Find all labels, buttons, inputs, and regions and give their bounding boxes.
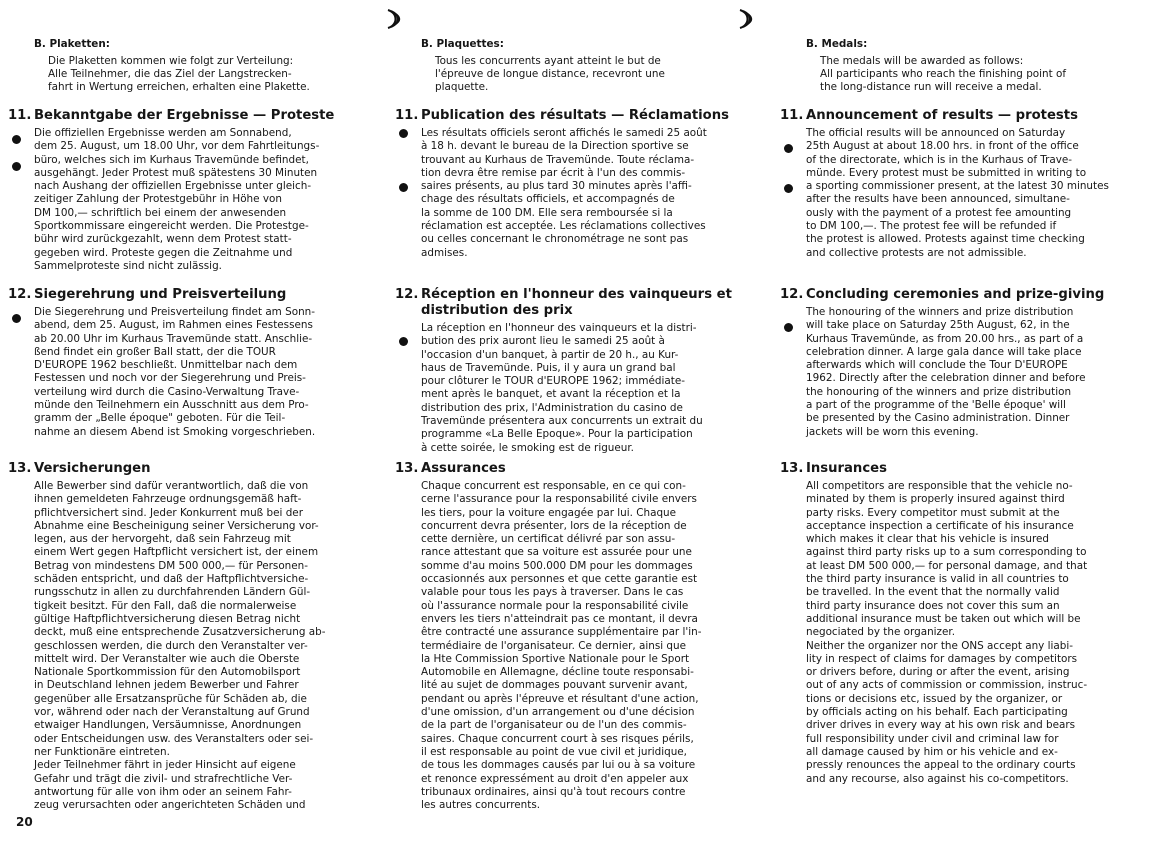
section-text: La réception en l'honneur des vainqueurs et la distri- bution des prix auront lieu le samedi 25 août à l'occasion d'un banquet, à partir de 20 h., au Kur- haus de Travemünde. Puis, il y aura un grand bal pour clôturer le TOUR d'EUROPE 1962; immédiate- ment après le banquet, et avant la réception et la distribution des prix, l'Administration du casino de Travemünde présentera aux concurrents un extrait du programme «La Belle Epoque». Pour la participation à cette soirée, le smoking est de rigueur. xyxy=(421,322,745,455)
section-heading: 11. Publication des résultats — Réclamations xyxy=(395,108,729,123)
plaquettes-text: Tous les concurrents ayant atteint le but de l'épreuve de longue distance, recevront une plaquette. xyxy=(435,54,665,94)
plaketten-heading: B. Plaketten: xyxy=(34,38,110,50)
section-heading: 12. Réception en l'honneur des vainqueurs et distribution des prix xyxy=(395,287,732,318)
section-text: The honouring of the winners and prize distribution will take place on Saturday 25th August, 62, in the Kurhaus Travemünde, as from 20.00 hrs., as part of a celebration dinner. A large gala dance will take place afterwards which will conclude the Tour D'EUROPE 1962. Directly after the celebration dinner and before the honouring of the winners and prize distribution a part of the programme of the 'Belle époque' will be presented by the Casino administration. Dinner jackets will be worn this evening. xyxy=(806,306,1158,439)
bullet-icon xyxy=(784,184,793,193)
section-text: All competitors are responsible that the vehicle no- minated by them is properly insured against third party risks. Every competitor must submit at the acceptance inspection a certificate of his insurance which makes it clear that his vehicle is insured against third party risks up to a sum corresponding to at least DM 500 000,— for personal damage, and that the third party insurance is valid in all countries to be travelled. In the event that the normally valid third party insurance does not cover this sum an additional insurance must be taken out which will be negociated by the organizer. Neither the organizer nor the ONS accept any liabi- lity in respect of claims for damages by competitors or drivers before, during or after the event, arising out of any acts of commission or commission, instruc- tions or decisions etc, issued by the organizer, or by officials acting on his behalf. Each participating driver drives in every way at his own risk and bears full responsibility under civil and criminal law for all damage caused by him or his vehicle and ex- pressly renounces the appeal to the ordinary courts and any recourse, also against his co-competitors. xyxy=(806,480,1088,785)
bullet-icon xyxy=(784,144,793,153)
plaquettes-block xyxy=(421,38,745,94)
plaquettes-heading: B. Plaquettes: xyxy=(421,38,504,50)
section-11-de xyxy=(8,108,376,273)
section-text: Alle Bewerber sind dafür verantwortlich, daß die von ihnen gemeldeten Fahrzeuge ordnungsgemäß haft- pflichtversichert sind. Jeder Konkurrent muß bei der Abnahme eine Bescheinigung seiner Versicherung vor- legen, aus der hervorgeht, daß sein Fahrzeug mit einem Wert gegen Haftpflicht versichert ist, der einem Betrag von mindestens DM 500 000,— für Personen- schäden entspricht, und daß der Haftpflichtversiche- rungsschutz in allen zu durchfahrenden Ländern Gül- tigkeit besitzt. Für den Fall, daß die normalerweise gültige Haftpflichtversicherung diesen Betrag nicht deckt, muß eine entsprechende Zusatzversicherung ab- geschlossen werden, die durch den Veranstalter ver- mittelt wird. Der Veranstalter wie auch die Oberste Nationale Sportkommission für den Automobilsport in Deutschland lehnen jedem Bewerber und Fahrer gegenüber alle Ersatzansprüche für Schäden ab, die vor, während oder nach der Veranstaltung auf Grund etwaiger Handlungen, Versäumnisse, Anordnungen oder Entscheidungen usw. des Veranstalters oder sei- ner Funktionäre eintreten. Jeder Teilnehmer fährt in jeder Hinsicht auf eigene Gefahr und trägt die zivil- und strafrechtliche Ver- antwortung für alle von ihm oder an seinem Fahr- zeug verursachten oder angerichteten Schäden und xyxy=(34,480,326,812)
section-heading: 13. Insurances xyxy=(780,461,887,476)
section-heading: 11. Announcement of results — protests xyxy=(780,108,1078,123)
bullet-icon xyxy=(12,135,21,144)
bullet-icon xyxy=(784,323,793,332)
medals-heading: B. Medals: xyxy=(806,38,868,50)
section-12-de xyxy=(8,287,376,439)
section-text: The official results will be announced on Saturday 25th August at about 18.00 hrs. in front of the office of the directorate, which is in the Kurhaus of Trave- münde. Every protest must be submitted in writing to a sporting commissioner present, at the latest 30 minutes after the results have been announced, simultane- ously with the payment of a protest fee amounting to DM 100,—. The protest fee will be refunded if the protest is allowed. Protests against time checking and collective protests are not admissible. xyxy=(806,127,1158,260)
section-13-en xyxy=(780,461,1158,786)
section-heading: 13. Assurances xyxy=(395,461,506,476)
section-12-fr xyxy=(395,287,745,455)
section-text: Chaque concurrent est responsable, en ce qui con- cerne l'assurance pour la responsabilité civile envers les tiers, pour la voiture engagée par lui. Chaque concurrent devra présenter, lors de la réception de cette dernière, un certificat délivré par son assu- rance attestant que sa voiture est assurée pour une somme d'au moins 500.000 DM pour les dommages occasionnés aux personnes et que cette garantie est valable pour tous les pays à traverser. Dans le cas où l'assurance normale pour la responsabilité civile envers les tiers n'atteindrait pas ce montant, il devra être contracté une assurance supplémentaire par l'in- termédiaire de l'organisateur. Ce dernier, ainsi que la Hte Commission Sportive Nationale pour le Sport Automobile en Allemagne, décline toute responsabi- lité au sujet de dommages pouvant survenir avant, pendant ou après l'épreuve et résultant d'une action, d'une omission, d'un arrangement ou d'une décision de la part de l'organisateur ou de l'un des commis- saires. Chaque concurrent court à ses risques périls, il est responsable au point de vue civil et juridique, de tous les dommages causés par lui ou à sa voiture et renonce expressément au droit d'en appeler aux tribunaux ordinaires, ainsi qu'à tout recours contre les autres concurrents. xyxy=(421,480,702,812)
section-heading: 11. Bekanntgabe der Ergebnisse — Proteste xyxy=(8,108,335,123)
bullet-icon xyxy=(12,162,21,171)
section-heading: 12. Concluding ceremonies and prize-giving xyxy=(780,287,1105,302)
bullet-icon xyxy=(399,337,408,346)
section-heading: 13. Versicherungen xyxy=(8,461,151,476)
plaketten-block xyxy=(34,38,376,94)
plaketten-text: Die Plaketten kommen wie folgt zur Verteilung: Alle Teilnehmer, die das Ziel der Langstrecken- fahrt in Wertung erreichen, erhalten eine Plakette. xyxy=(48,54,310,94)
english-column xyxy=(780,0,1158,858)
section-text: Die Siegerehrung und Preisverteilung findet am Sonn- abend, dem 25. August, im Rahmen eines Festessens ab 20.00 Uhr im Kurhaus Travemünde statt. Anschlie- ßend findet ein großer Ball statt, der die TOUR D'EUROPE 1962 beschließt. Unmittelbar nach dem Festessen und noch vor der Siegerehrung und Preis- verteilung wird durch die Casino-Verwaltung Trave- münde den Teilnehmern ein Ausschnitt aus dem Pro- gramm der „Belle époque" geboten. Für die Teil- nahme an diesem Abend ist Smoking vorgeschrieben. xyxy=(34,306,376,439)
section-13-fr xyxy=(395,461,745,812)
section-text: Die offiziellen Ergebnisse werden am Sonnabend, dem 25. August, um 18.00 Uhr, vor dem Fahrtleitungs- büro, welches sich im Kurhaus Travemünde befindet, ausgehängt. Jeder Protest muß spätestens 30 Minuten nach Aushang der offiziellen Ergebnisse unter gleich- zeitiger Zahlung der Protestgebühr in Höhe von DM 100,— schriftlich bei einem der anwesenden Sportkommissare eingereicht werden. Die Protestge- bühr wird zurückgezahlt, wenn dem Protest statt- gegeben wird. Proteste gegen die Zeitnahme und Sammelproteste sind nicht zulässig. xyxy=(34,127,376,273)
section-11-en xyxy=(780,108,1158,260)
german-column xyxy=(8,0,376,858)
bullet-icon xyxy=(12,314,21,323)
section-text: Les résultats officiels seront affichés le samedi 25 août à 18 h. devant le bureau de la Direction sportive se trouvant au Kurhaus de Travemünde. Toute réclama- tion devra être remise par écrit à l'un des commis- saires présents, au plus tard 30 minutes après l'affi- chage des résultats officiels, et accompagnés de la somme de 100 DM. Elle sera remboursée si la réclamation est acceptée. Les réclamations collectives ou celles concernant le chronométrage ne sont pas admises. xyxy=(421,127,745,260)
section-13-de xyxy=(8,461,376,812)
medals-block xyxy=(806,38,1158,94)
medals-text: The medals will be awarded as follows: All participants who reach the finishing point of the long-distance run will receive a medal. xyxy=(820,54,1067,94)
section-heading: 12. Siegerehrung und Preisverteilung xyxy=(8,287,287,302)
bullet-icon xyxy=(399,183,408,192)
section-11-fr xyxy=(395,108,745,260)
page-number: 20 xyxy=(16,815,33,829)
section-12-en xyxy=(780,287,1158,439)
french-column xyxy=(395,0,745,858)
bullet-icon xyxy=(399,129,408,138)
